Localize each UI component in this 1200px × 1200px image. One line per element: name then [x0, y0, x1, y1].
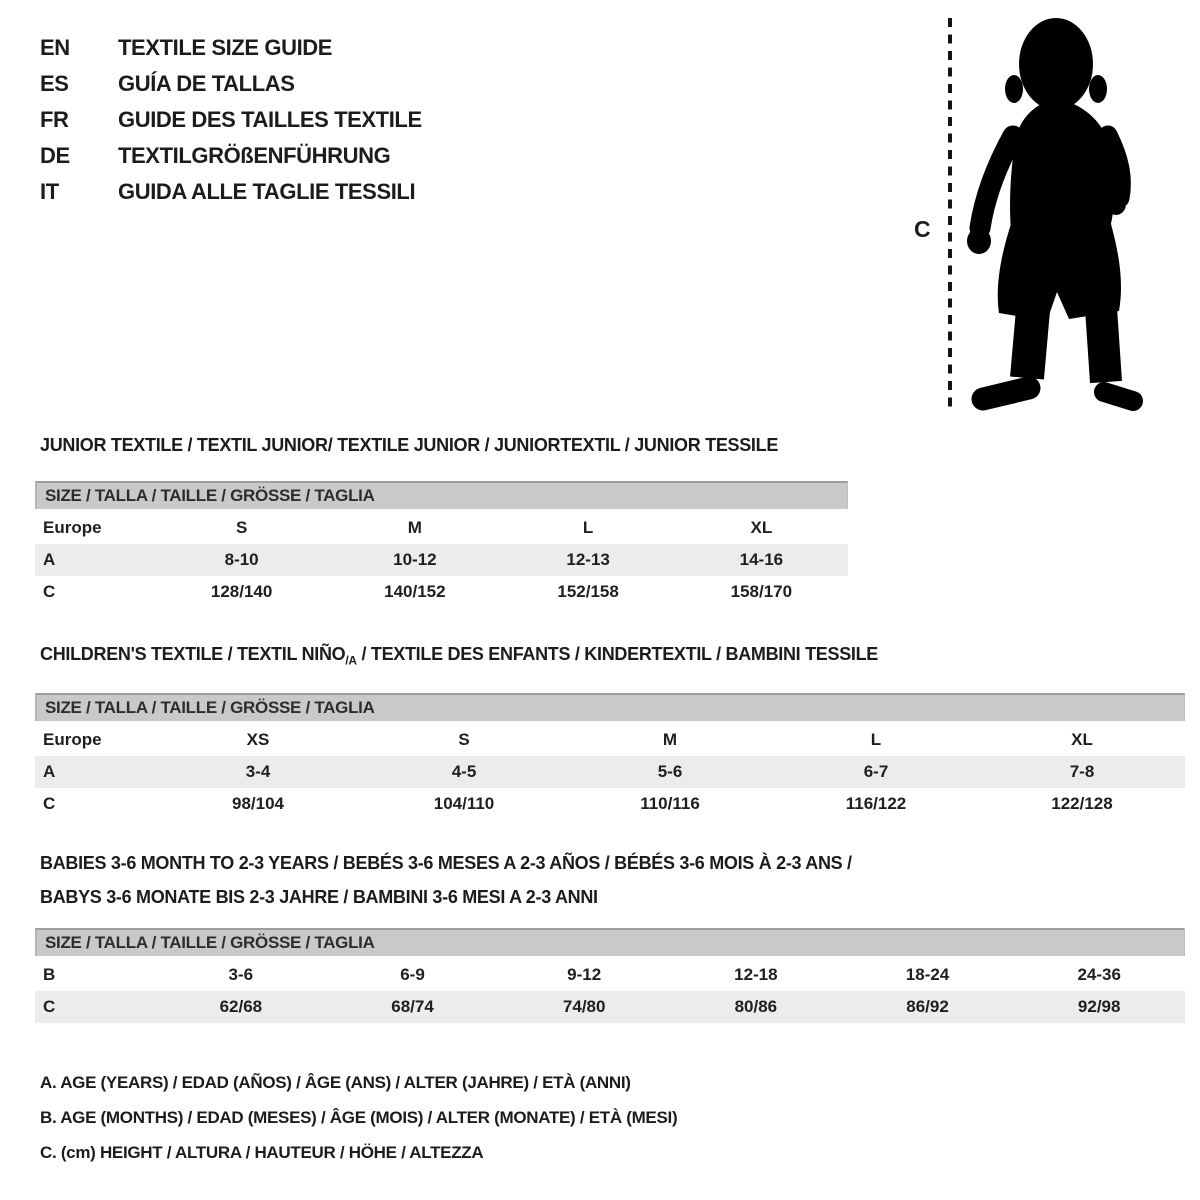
babies-section-title-line1: BABIES 3-6 MONTH TO 2-3 YEARS / BEBÉS 3-6 MESES A 2-3 AÑOS / BÉBÉS 3-6 MOIS À 2-3 ANS / — [40, 853, 852, 873]
height-cell: 86/92 — [906, 997, 949, 1016]
age-cell: 6-7 — [863, 762, 889, 781]
size-cell: S — [235, 518, 248, 537]
size-cell: M — [407, 518, 422, 537]
table-row-europe — [35, 724, 1185, 756]
language-code: EN — [40, 35, 70, 60]
size-cell: L — [582, 518, 594, 537]
size-cell: XL — [750, 518, 773, 537]
age-cell: 3-4 — [245, 762, 271, 781]
height-measure-label: C — [914, 216, 931, 242]
age-cell: 7-8 — [1069, 762, 1095, 781]
row-label: C — [43, 794, 56, 813]
age-cell: 8-10 — [224, 550, 259, 569]
size-cell: S — [458, 730, 470, 749]
table-row-age — [35, 544, 848, 576]
children-section-title — [40, 644, 878, 668]
age-cell: 12-13 — [566, 550, 610, 569]
age-cell: 4-5 — [451, 762, 477, 781]
months-cell: 3-6 — [228, 965, 254, 984]
height-cell: 140/152 — [384, 582, 446, 601]
footnote-age-years: A. AGE (YEARS) / EDAD (AÑOS) / ÂGE (ANS) / ALTER (JAHRE) / ETÀ (ANNI) — [40, 1073, 631, 1092]
months-cell: 6-9 — [400, 965, 425, 984]
age-cell: 14-16 — [739, 550, 784, 569]
children-title-post: / TEXTILE DES ENFANTS / KINDERTEXTIL / BAMBINI TESSILE — [356, 644, 878, 664]
height-cell: 128/140 — [210, 582, 273, 601]
height-cell: 116/122 — [845, 794, 907, 813]
months-cell: 24-36 — [1077, 965, 1121, 984]
table-row-height — [35, 991, 1185, 1023]
age-cell: 5-6 — [657, 762, 683, 781]
language-row-en — [40, 30, 422, 66]
language-row-it — [40, 174, 422, 210]
height-cell: 158/170 — [730, 582, 793, 601]
height-cell: 152/158 — [557, 582, 619, 601]
children-title-pre: CHILDREN'S TEXTILE / TEXTIL NIÑO — [40, 644, 346, 664]
height-cell: 122/128 — [1051, 794, 1113, 813]
babies-size-bar: SIZE / TALLA / TAILLE / GRÖSSE / TAGLIA — [35, 928, 1185, 956]
size-cell: L — [870, 730, 882, 749]
months-cell: 9-12 — [567, 965, 602, 984]
table-row-europe — [35, 512, 848, 544]
table-row-months — [35, 959, 1185, 991]
language-row-fr — [40, 102, 422, 138]
footnotes — [40, 1073, 677, 1178]
row-label: B — [43, 965, 56, 984]
language-label: TEXTILGRÖßENFÜHRUNG — [118, 143, 391, 168]
table-row-height — [35, 788, 1185, 820]
row-label: Europe — [43, 518, 102, 537]
language-row-de — [40, 138, 422, 174]
language-code: FR — [40, 107, 69, 132]
language-row-es — [40, 66, 422, 102]
table-row-height — [35, 576, 848, 608]
babies-size-table — [35, 928, 1185, 1023]
footnote-age-months: B. AGE (MONTHS) / EDAD (MESES) / ÂGE (MOIS) / ALTER (MONATE) / ETÀ (MESI) — [40, 1108, 678, 1127]
height-cell: 62/68 — [219, 997, 263, 1016]
size-cell: XL — [1071, 730, 1093, 749]
language-label: GUIDA ALLE TAGLIE TESSILI — [118, 179, 416, 204]
row-label: A — [43, 762, 56, 781]
height-cell: 92/98 — [1077, 997, 1121, 1016]
children-title-sub: /A — [345, 653, 357, 668]
row-label: A — [43, 550, 56, 569]
babies-section-title-line2: BABYS 3-6 MONATE BIS 2-3 JAHRE / BAMBINI 3-6 MESI A 2-3 ANNI — [40, 887, 598, 907]
row-label: Europe — [43, 730, 102, 749]
children-size-table — [35, 693, 1185, 820]
height-cell: 98/104 — [232, 794, 284, 813]
junior-section-title: JUNIOR TEXTILE / TEXTIL JUNIOR/ TEXTILE JUNIOR / JUNIORTEXTIL / JUNIOR TESSILE — [40, 435, 779, 455]
height-cell: 74/80 — [562, 997, 606, 1016]
language-code: ES — [40, 71, 69, 96]
table-row-age — [35, 756, 1185, 788]
size-cell: XS — [246, 730, 270, 749]
toddler-silhouette-icon — [905, 10, 1160, 420]
junior-size-table — [35, 481, 848, 608]
row-label: C — [43, 997, 56, 1016]
language-list — [40, 30, 422, 210]
language-label: TEXTILE SIZE GUIDE — [118, 35, 333, 60]
height-cell: 80/86 — [734, 997, 778, 1016]
language-code: DE — [40, 143, 70, 168]
months-cell: 18-24 — [905, 965, 950, 984]
height-cell: 110/116 — [640, 794, 700, 813]
footnote-height-cm: C. (cm) HEIGHT / ALTURA / HAUTEUR / HÖHE / ALTEZZA — [40, 1143, 484, 1162]
junior-size-bar: SIZE / TALLA / TAILLE / GRÖSSE / TAGLIA — [35, 481, 848, 509]
months-cell: 12-18 — [734, 965, 778, 984]
row-label: C — [43, 582, 56, 601]
size-cell: M — [662, 730, 678, 749]
language-label: GUIDE DES TAILLES TEXTILE — [118, 107, 422, 132]
height-cell: 104/110 — [433, 794, 495, 813]
height-cell: 68/74 — [391, 997, 434, 1016]
language-code: IT — [40, 179, 59, 204]
language-label: GUÍA DE TALLAS — [118, 71, 295, 96]
children-size-bar: SIZE / TALLA / TAILLE / GRÖSSE / TAGLIA — [35, 693, 1185, 721]
age-cell: 10-12 — [393, 550, 437, 569]
